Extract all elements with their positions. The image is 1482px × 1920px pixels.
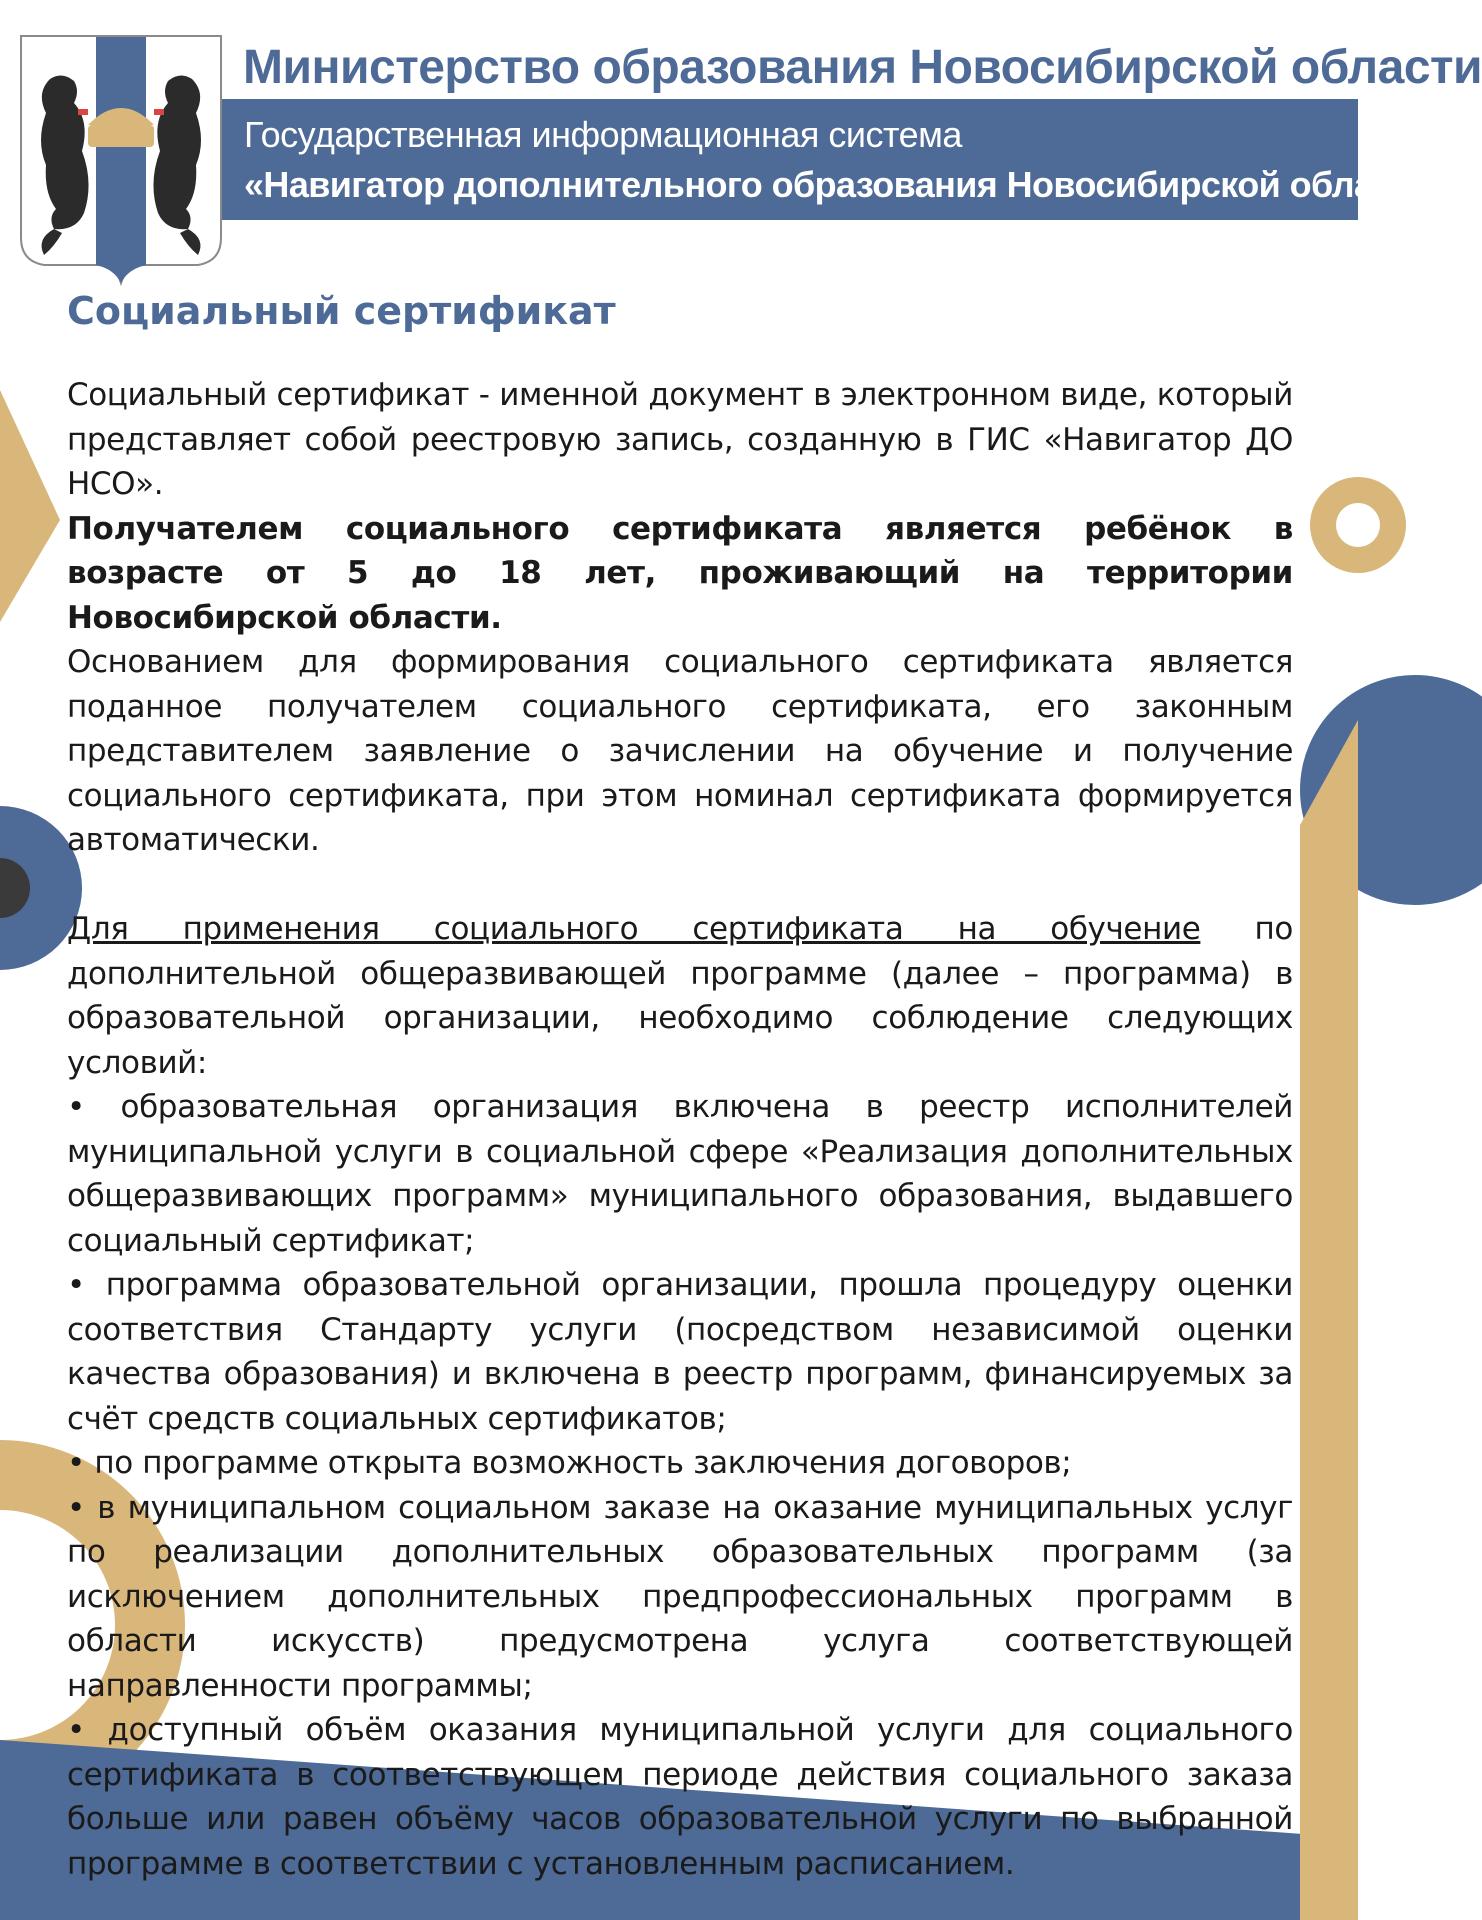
bullet-item: • доступный объём оказания муниципальной услуги для социального сертификата в соответствующем периоде действия социального заказа больше или равен объёму часов образовательной услуги по выбранной программе в соответствии с установленным расписанием. <box>67 1712 1293 1882</box>
left-gold-triangle <box>0 390 60 622</box>
right-gold-ring-hole <box>1336 503 1380 547</box>
bullet-item: • программа образовательной организации, прошла процедуру оценки соответствия Стандарту услуги (посредством независимой оценки качества образования) и включена в реестр программ, финансируемых за счёт средств социальных сертификатов; <box>67 1267 1293 1437</box>
coat-of-arms-icon <box>18 33 224 285</box>
recipient-paragraph: Получателем социального сертификата является ребёнок в возрасте от 5 до 18 лет, проживающий на территории Новосибирской области. <box>67 510 1293 636</box>
bullet-item: • в муниципальном социальном заказе на оказание муниципальных услуг по реализации дополнительных образовательных программ (за исключением дополнительных предпрофессиональных программ в области искусств) предусмотрена услуга соответствующей направленности программы; <box>67 1489 1293 1704</box>
right-gold-band <box>1300 720 1358 1920</box>
conditions-paragraph <box>67 907 1293 1085</box>
bullet-item: • по программе открыта возможность заключения договоров; <box>67 1445 1072 1481</box>
system-subtitle-line2: «Навигатор дополнительного образования Новосибирской области» <box>244 164 1451 205</box>
bullet-item: • образовательная организация включена в реестр исполнителей муниципальной услуги в социальной сфере «Реализация дополнительных общеразвивающих программ» муниципального образования, выдавшего социальный сертификат; <box>67 1089 1293 1259</box>
document-body <box>67 373 1293 1886</box>
basis-paragraph: Основанием для формирования социального сертификата является поданное получателем социального сертификата, его законным представителем заявление о зачислении на обучение и получение социального сертификата, при этом номинал сертификата формируется автоматически. <box>67 644 1293 858</box>
conditions-underlined-text: Для применения социального сертификата на обучение <box>67 911 1201 947</box>
ministry-title: Министерство образования Новосибирской области <box>243 41 1482 94</box>
system-subtitle-line1: Государственная информационная система <box>244 114 962 155</box>
page-title: Социальный сертификат <box>67 289 616 333</box>
definition-paragraph: Социальный сертификат - именной документ в электронном виде, который представляет собой реестровую запись, созданную в ГИС «Навигатор ДО НСО». <box>67 377 1293 502</box>
paragraph-gap <box>67 863 1293 908</box>
conditions-rest-text: по дополнительной общеразвивающей программе (далее – программа) в образовательной организации, необходимо соблюдение следующих условий: <box>67 911 1293 1081</box>
